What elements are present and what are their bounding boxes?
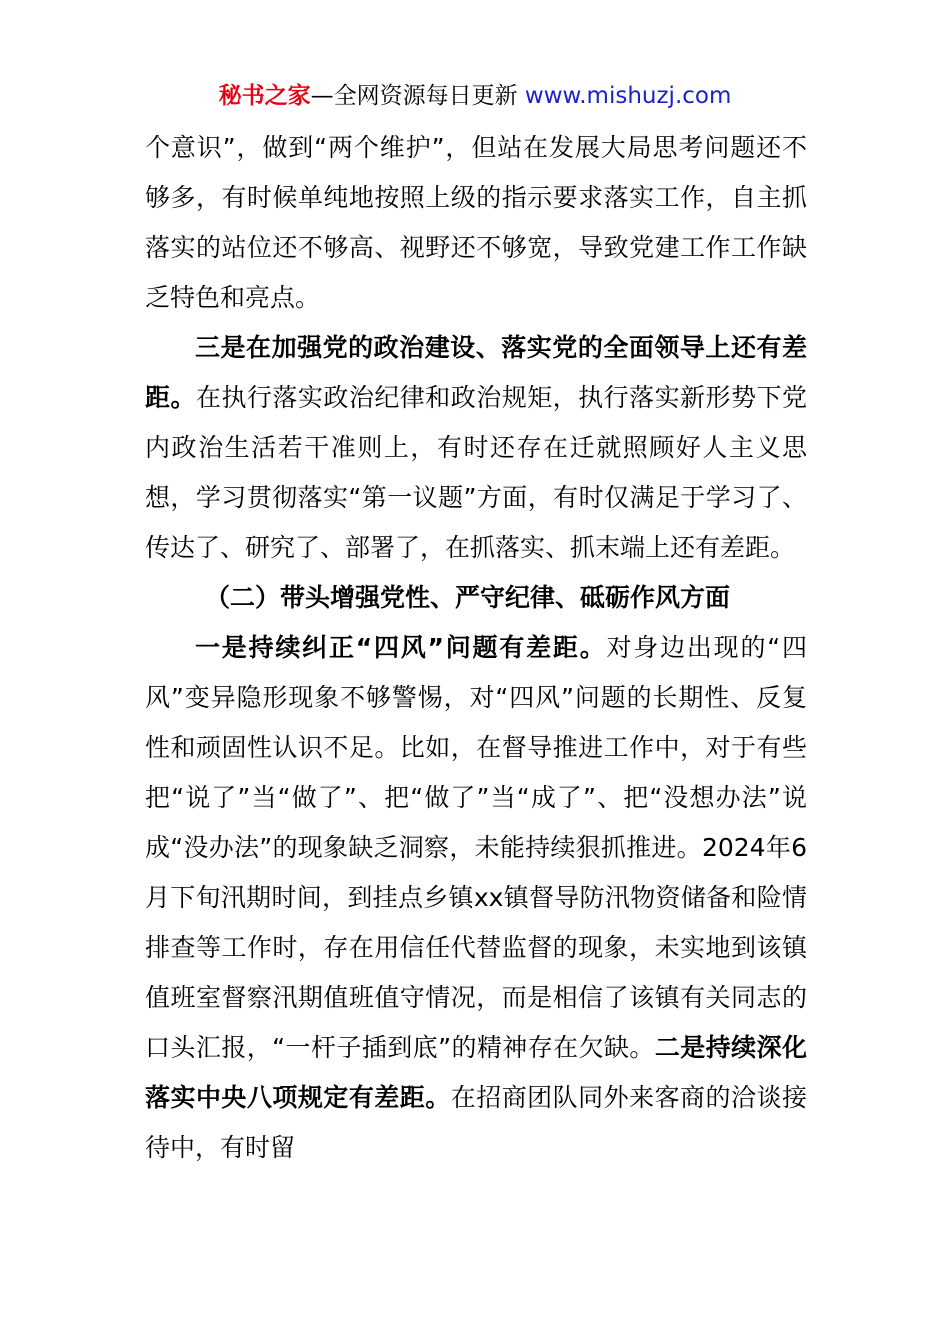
- page-header: [0, 80, 950, 112]
- document-body: [145, 123, 807, 1173]
- header-url: www.mishuzj.com: [524, 83, 732, 109]
- paragraph-2-lead: 三是在加强党的政治建设、落实党的全面领导上还有差距。: [145, 333, 807, 412]
- paragraph-3-text-2: 在招商团队同外来客商的洽谈接待中，有时留: [145, 1083, 807, 1162]
- paragraph-3-lead-1: 一是持续纠正“四风”问题有差距。: [195, 633, 607, 662]
- section-heading: （二）带头增强党性、严守纪律、砥砺作风方面: [205, 583, 731, 612]
- paragraph-2-text: 在执行落实政治纪律和政治规矩，执行落实新形势下党内政治生活若干准则上，有时还存在迁就照顾好人主义思想，学习贯彻落实“第一议题”方面，有时仅满足于学习了、传达了、研究了、部署了，在抓落实、抓末端上还有差距。: [145, 383, 807, 562]
- paragraph-1: 个意识”，做到“两个维护”，但站在发展大局思考问题还不够多，有时候单纯地按照上级的指示要求落实工作，自主抓落实的站位还不够高、视野还不够宽，导致党建工作工作缺乏特色和亮点。: [145, 133, 807, 312]
- header-brand: 秘书之家: [218, 83, 311, 109]
- paragraph-2: [145, 323, 807, 573]
- paragraph-3-lead-2: 二是持续深化落实中央八项规定有差距。: [145, 1033, 807, 1112]
- header-tagline: —全网资源每日更新: [310, 83, 518, 109]
- paragraph-3: [145, 623, 807, 1173]
- paragraph-3-text-1: 对身边出现的“四风”变异隐形现象不够警惕，对“四风”问题的长期性、反复性和顽固性认识不足。比如，在督导推进工作中，对于有些把“说了”当“做了”、把“做了”当“成了”、把“没想办法”说成“没办法”的现象缺乏洞察，未能持续狠抓推进。2024年6月下旬汛期时间，到挂点乡镇xx镇督导防汛物资储备和险情排查等工作时，存在用信任代替监督的现象，未实地到该镇值班室督察汛期值班值守情况，而是相信了该镇有关同志的口头汇报，“一杆子插到底”的精神存在欠缺。: [145, 633, 807, 1062]
